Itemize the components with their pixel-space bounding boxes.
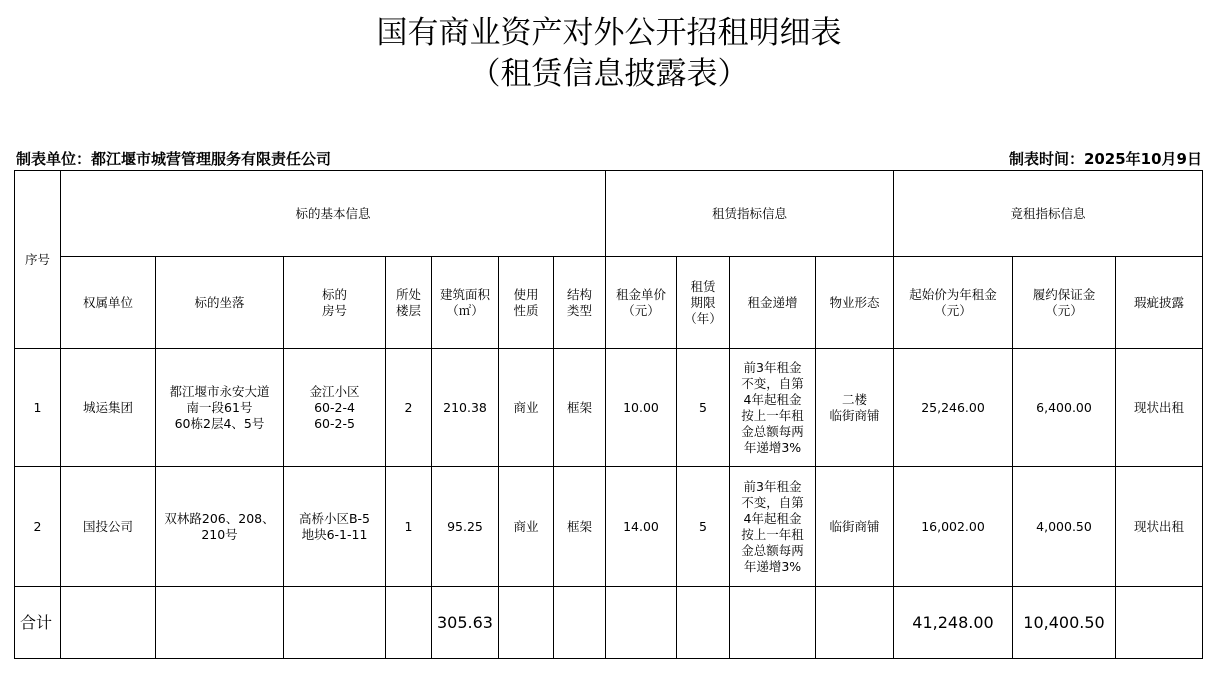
col-header-deposit: 履约保证金 （元）	[1013, 257, 1116, 349]
row-use: 商业	[499, 349, 554, 467]
lease-info-group: 租赁指标信息	[606, 171, 894, 257]
row-defect: 现状出租	[1116, 349, 1203, 467]
row-floor: 2	[386, 349, 432, 467]
row-term: 5	[677, 349, 730, 467]
issuing-unit: 制表单位：都江堰市城营管理服务有限责任公司	[16, 150, 332, 168]
row-start-price: 16,002.00	[894, 467, 1013, 587]
col-header-area: 建筑面积 （㎡）	[432, 257, 499, 349]
group-header-row	[15, 171, 1203, 257]
row-owner: 城运集团	[61, 349, 156, 467]
row-unit-price: 14.00	[606, 467, 677, 587]
empty-cell	[156, 587, 284, 659]
row-increase: 前3年租金 不变，自第 4年起租金 按上一年租 金总额每两 年递增3%	[730, 349, 816, 467]
column-header-row	[15, 257, 1203, 349]
col-header-start-price: 起始价为年租金 （元）	[894, 257, 1013, 349]
page-subtitle: （租赁信息披露表）	[469, 56, 749, 92]
table-row	[15, 467, 1203, 587]
empty-cell	[386, 587, 432, 659]
seq-header: 序号	[15, 171, 61, 349]
col-header-defect: 瑕疵披露	[1116, 257, 1203, 349]
total-start-price: 41,248.00	[894, 587, 1013, 659]
empty-cell	[816, 587, 894, 659]
row-area: 210.38	[432, 349, 499, 467]
lease-detail-table	[14, 170, 1203, 659]
col-header-unit-price: 租金单价 （元）	[606, 257, 677, 349]
row-floor: 1	[386, 467, 432, 587]
col-header-location: 标的坐落	[156, 257, 284, 349]
row-structure: 框架	[554, 467, 606, 587]
table-row	[15, 349, 1203, 467]
col-header-use: 使用 性质	[499, 257, 554, 349]
issue-date: 制表时间：2025年10月9日	[1008, 150, 1202, 168]
col-header-structure: 结构 类型	[554, 257, 606, 349]
row-defect: 现状出租	[1116, 467, 1203, 587]
row-unit-price: 10.00	[606, 349, 677, 467]
total-label: 合计	[15, 587, 61, 659]
col-header-room: 标的 房号	[284, 257, 386, 349]
col-header-floor: 所处 楼层	[386, 257, 432, 349]
row-structure: 框架	[554, 349, 606, 467]
empty-cell	[1116, 587, 1203, 659]
row-form: 二楼 临街商铺	[816, 349, 894, 467]
row-start-price: 25,246.00	[894, 349, 1013, 467]
total-deposit: 10,400.50	[1013, 587, 1116, 659]
row-form: 临街商铺	[816, 467, 894, 587]
empty-cell	[730, 587, 816, 659]
row-seq: 2	[15, 467, 61, 587]
empty-cell	[284, 587, 386, 659]
row-deposit: 6,400.00	[1013, 349, 1116, 467]
row-increase: 前3年租金 不变，自第 4年起租金 按上一年租 金总额每两 年递增3%	[730, 467, 816, 587]
total-row	[15, 587, 1203, 659]
page-title: 国有商业资产对外公开招租明细表	[376, 15, 842, 51]
bid-info-group: 竟租指标信息	[894, 171, 1203, 257]
row-area: 95.25	[432, 467, 499, 587]
row-owner: 国投公司	[61, 467, 156, 587]
row-room: 高桥小区B-5 地块6-1-11	[284, 467, 386, 587]
basic-info-group: 标的基本信息	[61, 171, 606, 257]
row-seq: 1	[15, 349, 61, 467]
row-location: 都江堰市永安大道 南一段61号 60栋2层4、5号	[156, 349, 284, 467]
empty-cell	[606, 587, 677, 659]
row-deposit: 4,000.50	[1013, 467, 1116, 587]
col-header-term: 租赁 期限 （年）	[677, 257, 730, 349]
empty-cell	[61, 587, 156, 659]
row-location: 双林路206、208、 210号	[156, 467, 284, 587]
row-room: 金江小区 60-2-4 60-2-5	[284, 349, 386, 467]
empty-cell	[499, 587, 554, 659]
col-header-owner: 权属单位	[61, 257, 156, 349]
total-area: 305.63	[432, 587, 499, 659]
col-header-increase: 租金递增	[730, 257, 816, 349]
empty-cell	[554, 587, 606, 659]
empty-cell	[677, 587, 730, 659]
col-header-form: 物业形态	[816, 257, 894, 349]
row-term: 5	[677, 467, 730, 587]
row-use: 商业	[499, 467, 554, 587]
